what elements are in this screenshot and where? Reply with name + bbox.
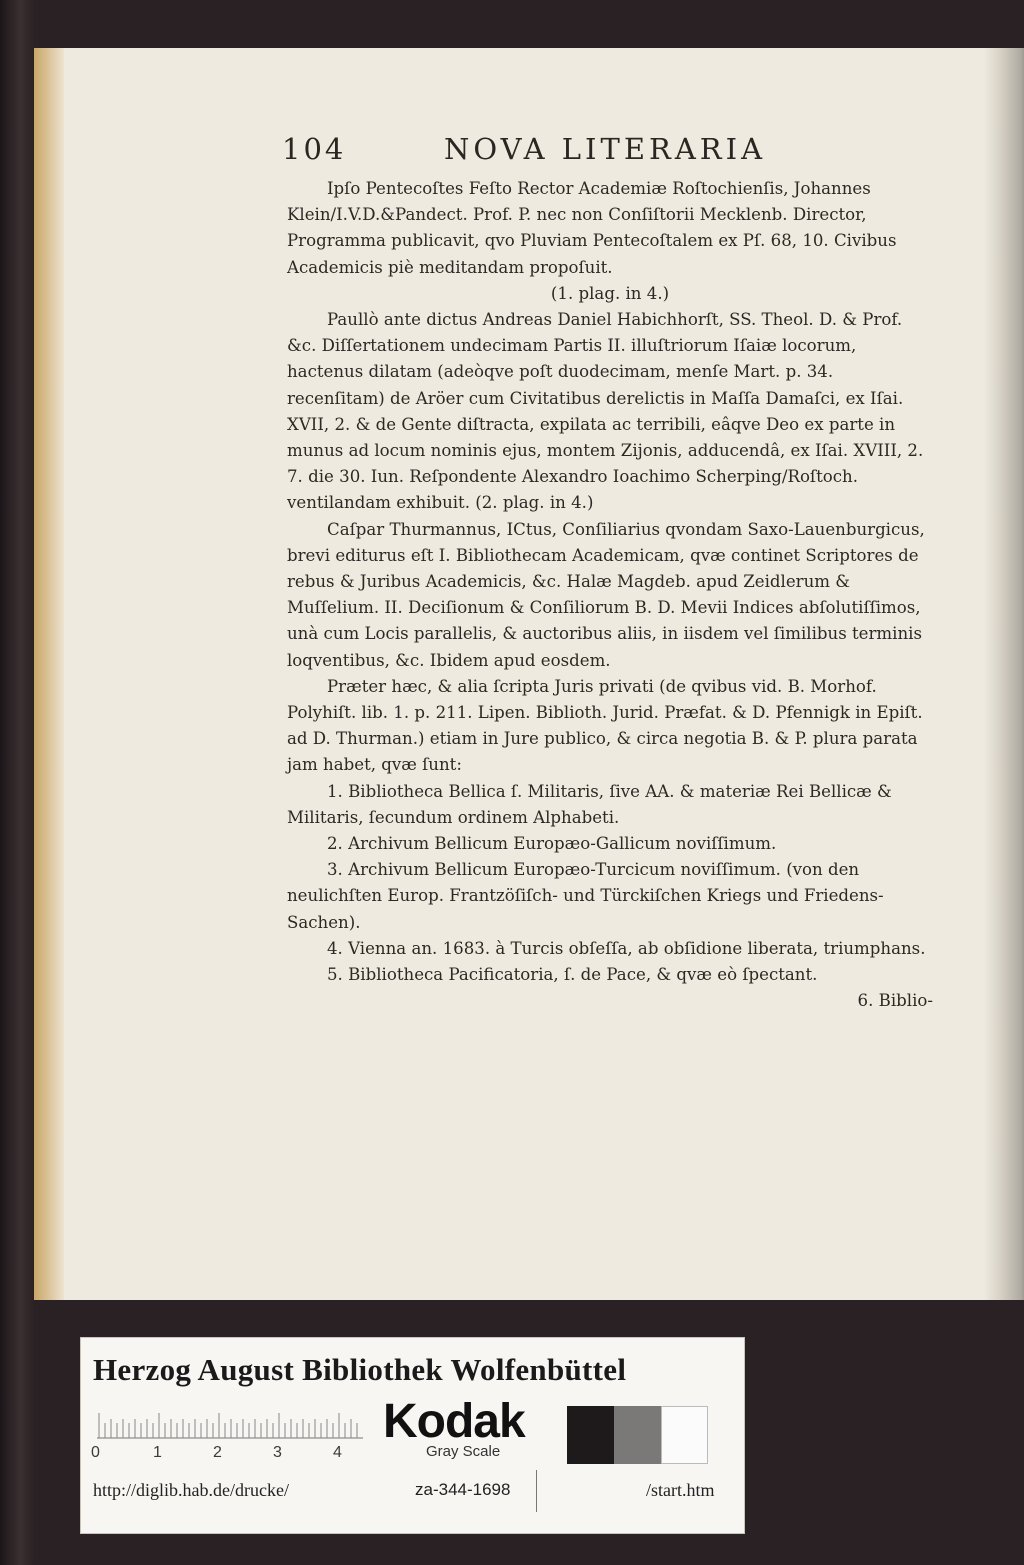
ruler-number: 4 <box>333 1444 342 1461</box>
catchword: 6. Biblio- <box>857 991 933 1011</box>
shelfmark: za-344-1698 <box>415 1480 511 1499</box>
list-item-2: 2. Archivum Bellicum Europæo-Gallicum noviſſimum. <box>327 834 777 854</box>
ruler-number: 2 <box>213 1444 222 1461</box>
swatch-white <box>661 1406 708 1464</box>
library-name: Herzog August Bibliothek Wolfenbüttel <box>93 1352 627 1387</box>
body-text <box>287 176 933 1015</box>
swatch-gray <box>614 1406 661 1464</box>
gray-swatches <box>567 1406 709 1464</box>
ruler-scale <box>97 1409 363 1439</box>
swatch-black <box>567 1406 614 1464</box>
color-target-card <box>80 1337 745 1534</box>
page-number: 104 <box>282 132 347 166</box>
running-header <box>282 132 982 172</box>
list-item-3: 3. Archivum Bellicum Europæo-Turcicum noviſſimum. (von den neulichſten Europ. Frantzöſiſch- und Türckiſchen Kriegs und Friedens-Sachen). <box>287 860 884 932</box>
paragraph-plag-1: (1. plag. in 4.) <box>550 283 670 303</box>
running-title: NOVA LITERARIA <box>444 132 767 166</box>
list-item-1: 1. Bibliotheca Bellica ſ. Militaris, ſive AA. & materiæ Rei Bellicæ & Militaris, ſecundum ordinem Alphabeti. <box>287 781 892 827</box>
book-spine-shadow <box>0 0 34 1565</box>
paragraph-habichhorst: Paullò ante dictus Andreas Daniel Habichhorſt, SS. Theol. D. & Prof. &c. Diſſertationem undecimam Partis II. illuſtriorum Iſaiæ locorum, hactenus dilatam (adeòqve poſt duodecimam, menſe Mart. p. 34. recenſitam) de Aröer cum Civitatibus derelictis in Maſſa Damaſci, ex Iſai. XVII, 2. & de Gente diſtracta, expilata ac terribili, eâqve Deo ex parte in munus ad locum nominis ejus, montem Zijonis, adducendâ, ex Iſai. XVIII, 2. 7. die 30. Iun. Reſpondente Alexandro Ioachimo Scherping/Roſtoch. ventilandam exhibuit. (2. plag. in 4.) <box>287 310 924 513</box>
separator <box>536 1470 537 1512</box>
paragraph-thurmannus: Caſpar Thurmannus, ICtus, Conſiliarius qvondam Saxo-Lauenburgicus, brevi editurus eſt I. Bibliothecam Academicam, qvæ continet Scriptores de rebus & Juribus Academicis, &c. Halæ Magdeb. apud Zeidlerum & Muſſelium. II. Deciſionum & Conſiliorum B. D. Mevii Indices abſolutiſſimos, unà cum Locis parallelis, & auctoribus aliis, in iisdem vel ſimilibus terminis loqventibus, &c. Ibidem apud eosdem. <box>287 519 925 670</box>
kodak-logo: Kodak <box>383 1395 525 1448</box>
start-path: /start.htm <box>646 1480 715 1500</box>
ruler-numbers <box>91 1444 361 1466</box>
digital-library-url: http://diglib.hab.de/drucke/ <box>93 1480 289 1500</box>
paragraph-praeter: Præter hæc, & alia ſcripta Juris privati (de qvibus vid. B. Morhof. Polyhiſt. lib. 1. p. 211. Lipen. Biblioth. Jurid. Præfat. & D. Pfennigk in Epiſt. ad D. Thurman.) etiam in Jure publico, & circa negotia B. & P. plura parata jam habet, qvæ ſunt: <box>287 676 923 775</box>
page-gutter <box>984 48 1024 1300</box>
ruler-number: 0 <box>91 1444 100 1461</box>
ruler-number: 3 <box>273 1444 282 1461</box>
page-edge <box>34 48 64 1300</box>
list-item-4: 4. Vienna an. 1683. à Turcis obſeſſa, ab obſidione liberata, triumphans. <box>327 938 926 958</box>
list-item-5: 5. Bibliotheca Pacificatoria, ſ. de Pace, & qvæ eò ſpectant. <box>327 965 818 985</box>
gray-scale-label: Gray Scale <box>426 1443 501 1460</box>
paragraph-rector: Ipſo Pentecoſtes Feſto Rector Academiæ Roſtochienſis, Johannes Klein/I.V.D.&Pandect. Prof. P. nec non Conſiſtorii Mecklenb. Director, Programma publicavit, qvo Pluviam Pentecoſtalem ex Pſ. 68, 10. Civibus Academicis piè meditandam propoſuit. <box>287 179 897 277</box>
ruler-number: 1 <box>153 1444 162 1461</box>
